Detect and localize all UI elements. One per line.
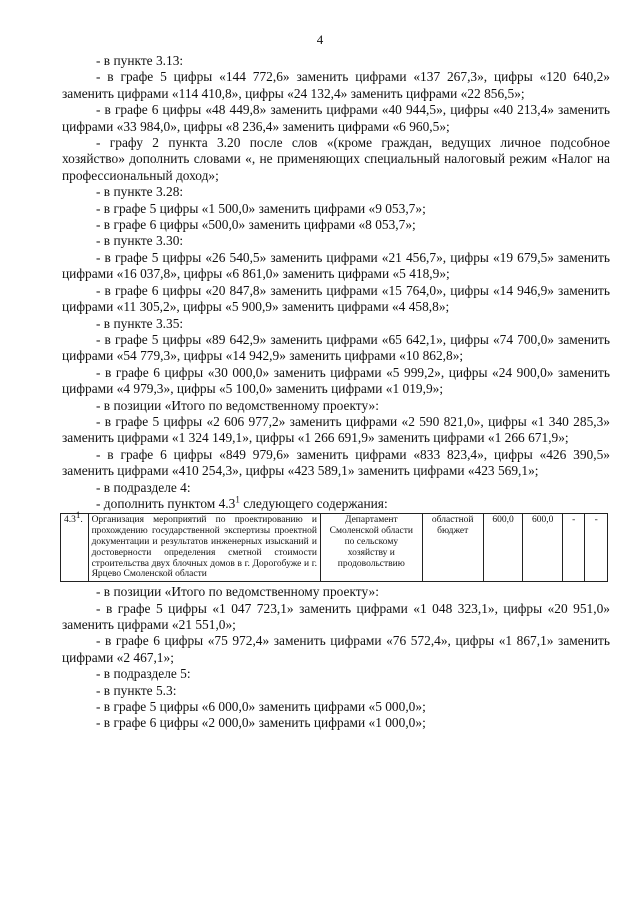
paragraph: - в позиции «Итого по ведомственному проекту»: xyxy=(96,397,379,413)
paragraph: - графу 2 пункта 3.20 после слов «(кроме граждан, ведущих личное подсобное хозяйство» дополнить словами «, не применяющих специальный налоговый режим «Налог на профессиональный доход»; xyxy=(62,135,610,183)
paragraph: - в позиции «Итого по ведомственному проекту»: xyxy=(96,584,379,600)
document-body xyxy=(62,53,610,732)
paragraph: - в подразделе 5: xyxy=(96,666,191,682)
paragraph: - в пункте 3.28: xyxy=(96,184,184,200)
paragraph: - в пункте 3.13: xyxy=(96,53,184,68)
cell-dash-2: - xyxy=(585,514,608,582)
cell-value-1: 600,0 xyxy=(483,514,523,582)
paragraph: - в графе 6 цифры «48 449,8» заменить цифрами «40 944,5», цифры «40 213,4» заменить цифрами «33 984,0», цифры «8 236,4» заменить цифрами «6 960,5»; xyxy=(62,102,610,134)
paragraph: - в пункте 3.35: xyxy=(96,315,184,331)
paragraph: - в подразделе 4: xyxy=(96,479,191,495)
add-point-paragraph xyxy=(62,496,610,512)
paragraph: - в графе 5 цифры «89 642,9» заменить цифрами «65 642,1», цифры «74 700,0» заменить цифрами «54 779,3», цифры «14 942,9» заменить цифрами «10 862,8»; xyxy=(62,331,610,364)
add-point-sup: 1 xyxy=(235,494,240,505)
paragraph: - в графе 6 цифры «849 979,6» заменить цифрами «833 823,4», цифры «426 390,5» заменить цифрами «410 254,3», цифры «423 589,1» заменить цифрами «423 569,1»; xyxy=(62,446,610,479)
page-number: 4 xyxy=(316,32,324,47)
cell-dash-1: - xyxy=(562,514,584,582)
paragraph: - в графе 6 цифры «30 000,0» заменить цифрами «5 999,2», цифры «24 900,0» заменить цифрами «4 979,3», цифры «5 100,0» заменить цифрами «1 019,9»; xyxy=(62,364,610,397)
paragraph: - в графе 5 цифры «144 772,6» заменить цифрами «137 267,3», цифры «120 640,2» заменить цифрами «114 410,8», цифры «24 132,4» заменить цифрами «22 856,5»; xyxy=(62,69,610,101)
paragraph: - в графе 5 цифры «26 540,5» заменить цифрами «21 456,7», цифры «19 679,5» заменить цифрами «16 037,8», цифры «6 861,0» заменить цифрами «5 418,9»; xyxy=(62,249,610,282)
paragraph: - в графе 6 цифры «2 000,0» заменить цифрами «1 000,0»; xyxy=(96,715,426,731)
paragraph: - в графе 6 цифры «500,0» заменить цифрами «8 053,7»; xyxy=(96,217,416,233)
paragraph: - в графе 5 цифры «6 000,0» заменить цифрами «5 000,0»; xyxy=(96,699,426,714)
cell-department: Департамент Смоленской области по сельскому хозяйству и продовольствию xyxy=(320,514,422,582)
inserted-point-table xyxy=(60,510,608,582)
cell-source: областной бюджет xyxy=(422,514,483,582)
cell-number: $4.3^1$. xyxy=(61,514,89,582)
paragraph: - в графе 6 цифры «75 972,4» заменить цифрами «76 572,4», цифры «1 867,1» заменить цифрами «2 467,1»; xyxy=(62,633,610,665)
table-row xyxy=(61,514,608,582)
paragraph: - в пункте 5.3: xyxy=(96,682,177,698)
add-point-after: следующего содержания: xyxy=(239,495,388,511)
paragraph: - в графе 5 цифры «1 047 723,1» заменить цифрами «1 048 323,1», цифры «20 951,0» заменить цифрами «21 551,0»; xyxy=(62,600,610,632)
paragraph: - в графе 5 цифры «1 500,0» заменить цифрами «9 053,7»; xyxy=(96,200,426,216)
paragraph: - в графе 5 цифры «2 606 977,2» заменить цифрами «2 590 821,0», цифры «1 340 285,3» заменить цифрами «1 324 149,1», цифры «1 266 691,9» заменить цифрами «1 266 671,9»; xyxy=(62,413,610,446)
cell-value-2: 600,0 xyxy=(523,514,563,582)
paragraph: - в графе 6 цифры «20 847,8» заменить цифрами «15 764,0», цифры «14 946,9» заменить цифрами «11 305,2», цифры «5 900,9» заменить цифрами «4 458,8»; xyxy=(62,282,610,315)
add-point-before: - дополнить пунктом 4.3 xyxy=(96,495,236,511)
paragraph: - в пункте 3.30: xyxy=(96,233,184,249)
cell-event-name: Организация мероприятий по проектированию и прохождению государственной экспертизы проектной документации и результатов инженерных изысканий и достоверности определения сметной стоимости строительства двух блочных домов в г. Дорогобуже и г. Ярцево Смоленской области xyxy=(88,514,320,582)
